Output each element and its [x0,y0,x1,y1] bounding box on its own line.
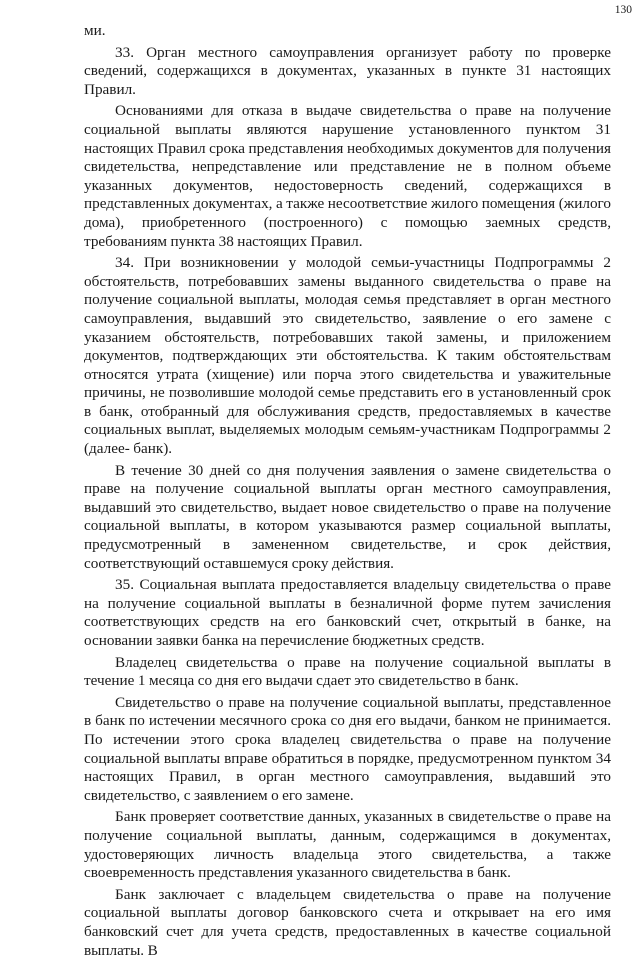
paragraph-late-submission: Свидетельство о праве на получение социальной выплаты, представленное в банк по истечении месячного срока со дня его выдачи, банком не принимается. По истечении этого срока владелец свидетельства о праве на получение социальной выплаты вправе обратиться в порядке, предусмотренном пунктом 34 настоящих Правил, в орган местного самоуправления, выдавший это свидетельство, с заявлением о его замене. [84,693,611,804]
paragraph-bank-account: Банк заключает с владельцем свидетельства о праве на получение социальной выплаты договор банковского счета и открывает на его имя банковский счет для учета средств, предоставленных в качестве социальной выплаты. В [84,885,611,959]
paragraph-submission-term: Владелец свидетельства о праве на получение социальной выплаты в течение 1 месяца со дня его выдачи сдает это свидетельство в банк. [84,653,611,690]
paragraph-replacement-term: В течение 30 дней со дня получения заявления о замене свидетельства о праве на получение социальной выплаты орган местного самоуправления, выдавший это свидетельство, выдает новое свидетельство о праве на получение социальной выплаты, в котором указываются размер социальной выплаты, предусмотренный в замененном свидетельстве, и срок действия, соответствующий оставшемуся сроку действия. [84,461,611,572]
page-number: 130 [614,4,632,16]
paragraph-clause-33: 33. Орган местного самоуправления организует работу по проверке сведений, содержащихся в документах, указанных в пункте 31 настоящих Правил. [84,43,611,98]
paragraph-clause-35: 35. Социальная выплата предоставляется владельцу свидетельства о праве на получение социальной выплаты в безналичной форме путем зачисления соответствующих средств на его банковский счет, открытый в банке, на основании заявки банка на перечисление бюджетных средств. [84,576,611,649]
document-body [84,22,611,963]
paragraph-continuation: ми. [84,22,106,39]
paragraph-refusal-grounds: Основаниями для отказа в выдаче свидетельства о праве на получение социальной выплаты являются нарушение установленного пунктом 31 настоящих Правил срока представления необходимых документов для получения свидетельства, непредставление или представление не в полном объеме указанных документов, недостоверность сведений, содержащихся в представленных документах, а также несоответствие жилого помещения (жилого дома), приобретенного (построенного) с помощью заемных средств, требованиям пункта 38 настоящих Правил. [84,102,611,250]
paragraph-bank-verification: Банк проверяет соответствие данных, указанных в свидетельстве о праве на получение социальной выплаты, данным, содержащимся в документах, удостоверяющих личность владельца этого свидетельства, а также своевременность представления указанного свидетельства в банк. [84,808,611,882]
paragraph-clause-34: 34. При возникновении у молодой семьи-участницы Подпрограммы 2 обстоятельств, потребовавших замены выданного свидетельства о праве на получение социальной выплаты, молодая семья представляет в орган местного самоуправления, выдавший это свидетельство, заявление о его замене с указанием обстоятельств, потребовавших такой замены, и приложением документов, подтверждающих эти обстоятельства. К таким обстоятельствам относятся утрата (хищение) или порча этого свидетельства и уважительные причины, не позволившие молодой семье представить его в установленный срок в банк, отобранный для обслуживания средств, предоставляемых в качестве социальных выплат, выделяемых молодым семьям-участникам Подпрограммы 2 (далее- банк). [84,254,611,458]
